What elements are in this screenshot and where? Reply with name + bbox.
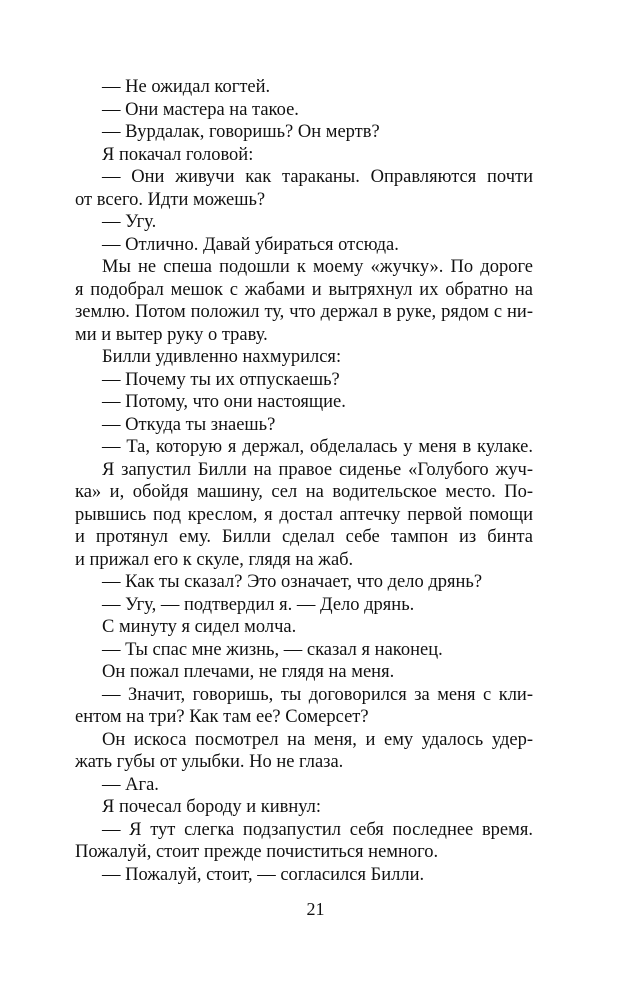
text-line: и прижал его к скуле, глядя на жаб. <box>75 549 354 570</box>
text-line: — Отлично. Давай убираться отсюда. <box>102 234 399 255</box>
text-line: от всего. Идти можешь? <box>75 189 266 210</box>
book-page-text <box>75 76 533 886</box>
text-line: Я запустил Билли на правое сиденье «Голубого жуч- <box>102 459 533 480</box>
text-line: Он пожал плечами, не глядя на меня. <box>102 662 395 682</box>
text-line: Он искоса посмотрел на меня, и ему удалось удер- <box>102 729 533 750</box>
text-line: — Вурдалак, говоришь? Он мертв? <box>102 122 380 142</box>
text-line: — Они мастера на такое. <box>102 99 299 120</box>
text-line: — Ты спас мне жизнь, — сказал я наконец. <box>102 639 443 660</box>
text-line: — Не ожидал когтей. <box>102 77 271 97</box>
text-line: ентом на три? Как там ее? Сомерсет? <box>75 707 369 727</box>
text-line: — Потому, что они настоящие. <box>102 392 346 412</box>
text-line: — Угу, — подтвердил я. — Дело дрянь. <box>102 594 415 615</box>
text-line: Пожалуй, стоит прежде почиститься немного. <box>75 842 439 862</box>
text-line: я подобрал мешок с жабами и вытряхнул их обратно на <box>75 279 533 300</box>
text-line: — Я тут слегка подзапустил себя последнее время. <box>102 819 533 840</box>
text-line: — Как ты сказал? Это означает, что дело дрянь? <box>102 572 483 592</box>
text-line: С минуту я сидел молча. <box>102 617 297 637</box>
text-line: жать губы от улыбки. Но не глаза. <box>75 752 344 772</box>
text-line: — Почему ты их отпускаешь? <box>102 369 340 390</box>
text-line: — Угу. <box>102 212 157 232</box>
text-line: — Та, которую я держал, обделалась у меня в кулаке. <box>102 437 533 457</box>
text-line: Я почесал бороду и кивнул: <box>102 797 322 817</box>
text-line: — Откуда ты знаешь? <box>102 414 276 435</box>
text-line: ми и вытер руку о траву. <box>75 324 268 345</box>
text-line: Мы не спеша подошли к моему «жучку». По дороге <box>102 257 533 277</box>
text-line: — Ага. <box>102 774 159 795</box>
text-line: рывшись под креслом, я достал аптечку первой помощи <box>75 504 533 525</box>
text-line: и протянул ему. Билли сделал себе тампон из бинта <box>75 527 533 547</box>
text-line: Я покачал головой: <box>102 144 254 165</box>
text-line: землю. Потом положил ту, что держал в руке, рядом с ни- <box>75 302 533 322</box>
text-line: — Пожалуй, стоит, — согласился Билли. <box>102 864 425 885</box>
text-line: Билли удивленно нахмурился: <box>102 347 342 367</box>
text-line: — Они живучи как тараканы. Оправляются почти <box>102 167 533 187</box>
text-line: — Значит, говоришь, ты договорился за меня с кли- <box>102 684 533 705</box>
text-line: ка» и, обойдя машину, сел на водительское место. По- <box>75 482 533 502</box>
page-number: 21 <box>306 899 325 919</box>
